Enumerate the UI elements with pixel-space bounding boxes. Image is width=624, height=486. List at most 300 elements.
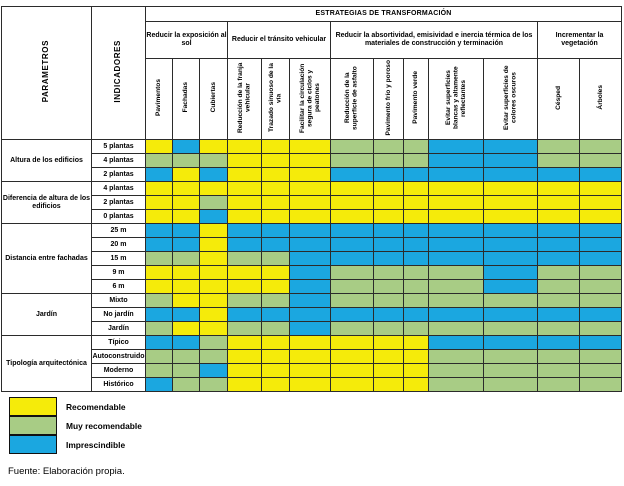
matrix-cell [580,252,622,266]
matrix-cell [173,210,200,224]
matrix-cell [228,252,262,266]
column-header-11 [484,59,538,140]
matrix-cell [200,196,228,210]
matrix-cell [429,364,484,378]
legend-item-i [9,435,142,454]
matrix-cell [173,154,200,168]
column-header-label: Reducción de la superficie de asfalto [344,65,359,130]
indicator-label: Típico [92,336,146,350]
matrix-cell [200,182,228,196]
matrix-cell [374,140,404,154]
matrix-cell [484,224,538,238]
legend-label: Recomendable [66,401,126,412]
matrix-cell [429,168,484,182]
matrix-cell [429,294,484,308]
corner-indicadores [92,7,146,140]
matrix-cell [290,378,331,392]
corner-parametros [2,7,92,140]
matrix-cell [331,308,374,322]
matrix-cell [331,224,374,238]
matrix-cell [429,238,484,252]
matrix-cell [331,154,374,168]
matrix-cell [262,294,290,308]
matrix-cell [484,308,538,322]
column-header-label: Trazado sinuoso de la vía [267,63,283,133]
matrix-cell [146,364,173,378]
matrix-cell [580,378,622,392]
matrix-cell [538,154,580,168]
indicator-label: 15 m [92,252,146,266]
table-row [2,154,622,168]
matrix-cell [580,196,622,210]
matrix-cell [228,308,262,322]
table-row [2,224,622,238]
indicator-label: Mixto [92,294,146,308]
matrix-cell [262,182,290,196]
matrix-cell [331,364,374,378]
matrix-cell [580,168,622,182]
column-header-label: Reducción de la franja vehicular [236,62,252,133]
matrix-cell [228,364,262,378]
header-group-2: Reducir el tránsito vehicular [228,22,331,59]
column-header-label: Evitar superficies blancas y altamente reflectantes [444,66,467,129]
matrix-cell [262,168,290,182]
column-header-10 [429,59,484,140]
column-header-label: Evitar superficies de colores oscuros [502,65,518,130]
matrix-cell [200,280,228,294]
matrix-cell [404,378,429,392]
column-header-13 [580,59,622,140]
matrix-cell [484,196,538,210]
matrix-cell [228,238,262,252]
matrix-cell [200,294,228,308]
matrix-cell [538,336,580,350]
table-row [2,336,622,350]
matrix-cell [484,336,538,350]
matrix-cell [404,182,429,196]
matrix-cell [429,154,484,168]
matrix-cell [484,140,538,154]
indicator-label: Histórico [92,378,146,392]
matrix-cell [173,182,200,196]
matrix-cell [429,252,484,266]
matrix-cell [404,350,429,364]
table-row [2,196,622,210]
matrix-cell [538,210,580,224]
matrix-cell [331,322,374,336]
matrix-cell [374,350,404,364]
matrix-cell [146,182,173,196]
matrix-cell [374,238,404,252]
parameter-label-1: Altura de los edificios [2,140,92,182]
matrix-cell [429,182,484,196]
matrix-cell [262,322,290,336]
matrix-cell [146,252,173,266]
matrix-cell [429,350,484,364]
table-row [2,266,622,280]
matrix-cell [580,322,622,336]
matrix-cell [146,280,173,294]
matrix-cell [262,154,290,168]
table-row [2,294,622,308]
matrix-cell [228,280,262,294]
column-header-7 [331,59,374,140]
matrix-cell [173,294,200,308]
matrix-cell [173,280,200,294]
matrix-cell [538,280,580,294]
matrix-cell [429,378,484,392]
matrix-cell [228,168,262,182]
matrix-body [2,140,622,392]
matrix-cell [290,168,331,182]
matrix-cell [429,266,484,280]
table-row [2,238,622,252]
matrix-cell [146,350,173,364]
matrix-cell [404,140,429,154]
matrix-cell [580,224,622,238]
matrix-cell [200,266,228,280]
matrix-cell [429,224,484,238]
matrix-cell [404,196,429,210]
matrix-cell [374,364,404,378]
matrix-cell [538,224,580,238]
matrix-cell [538,182,580,196]
matrix-cell [404,364,429,378]
column-header-6 [290,59,331,140]
matrix-cell [374,280,404,294]
legend-swatch [9,397,57,416]
matrix-cell [374,154,404,168]
table-row [2,364,622,378]
matrix-cell [580,154,622,168]
matrix-cell [146,224,173,238]
legend [9,397,142,454]
column-header-4 [228,59,262,140]
matrix-cell [200,168,228,182]
matrix-cell [262,308,290,322]
matrix-cell [290,140,331,154]
matrix-cell [173,196,200,210]
matrix-cell [484,238,538,252]
matrix-cell [404,154,429,168]
matrix-cell [374,210,404,224]
matrix-cell [404,294,429,308]
column-header-label: Cubiertas [209,82,217,113]
matrix-cell [580,336,622,350]
matrix-cell [146,322,173,336]
matrix-cell [331,238,374,252]
matrix-cell [404,210,429,224]
matrix-cell [429,280,484,294]
matrix-cell [173,336,200,350]
matrix-cell [538,252,580,266]
matrix-cell [538,308,580,322]
matrix-cell [200,140,228,154]
column-header-label: Césped [554,85,562,110]
matrix-cell [290,294,331,308]
matrix-cell [173,322,200,336]
column-header-label: Fachadas [182,82,190,113]
column-header-3 [200,59,228,140]
matrix-cell [538,350,580,364]
matrix-cell [484,364,538,378]
matrix-cell [173,266,200,280]
matrix-cell [374,308,404,322]
matrix-cell [331,252,374,266]
matrix-cell [200,378,228,392]
matrix-cell [404,168,429,182]
matrix-cell [374,182,404,196]
matrix-cell [228,322,262,336]
matrix-cell [228,224,262,238]
matrix-header [2,7,622,140]
matrix-cell [580,308,622,322]
matrix-cell [538,294,580,308]
table-row [2,182,622,196]
matrix-cell [228,210,262,224]
matrix-cell [262,196,290,210]
matrix-cell [262,266,290,280]
matrix-cell [484,294,538,308]
matrix-cell [331,378,374,392]
matrix-cell [331,294,374,308]
table-row [2,210,622,224]
indicator-label: 5 plantas [92,140,146,154]
matrix-cell [173,308,200,322]
matrix-cell [262,336,290,350]
indicator-label: 0 plantas [92,210,146,224]
matrix-cell [404,238,429,252]
matrix-cell [374,224,404,238]
matrix-cell [374,196,404,210]
matrix-cell [146,196,173,210]
matrix-cell [290,322,331,336]
strategies-matrix [1,6,622,392]
matrix-cell [331,182,374,196]
matrix-cell [290,238,331,252]
matrix-cell [331,168,374,182]
table-row [2,308,622,322]
matrix-cell [200,322,228,336]
column-header-label: Árboles [596,85,604,110]
indicator-label: 2 plantas [92,168,146,182]
matrix-cell [228,196,262,210]
column-header-label: Pavimento verde [412,71,420,124]
parameter-label-4: Jardín [2,294,92,336]
column-header-1 [146,59,173,140]
matrix-cell [580,182,622,196]
indicator-label: Moderno [92,364,146,378]
matrix-cell [146,140,173,154]
source-note: Fuente: Elaboración propia. [8,466,125,477]
matrix-cell [228,350,262,364]
matrix-cell [331,140,374,154]
matrix-cell [228,294,262,308]
matrix-cell [331,280,374,294]
matrix-cell [200,210,228,224]
matrix-cell [484,154,538,168]
matrix-cell [146,238,173,252]
parameter-label-2: Diferencia de altura de los edificios [2,182,92,224]
matrix-cell [173,378,200,392]
matrix-cell [404,266,429,280]
table-row [2,350,622,364]
matrix-cell [484,182,538,196]
matrix-cell [484,350,538,364]
matrix-cell [374,294,404,308]
matrix-cell [262,252,290,266]
matrix-cell [290,252,331,266]
matrix-cell [200,238,228,252]
matrix-cell [429,140,484,154]
matrix-cell [146,266,173,280]
header-group-1: Reducir la exposición al sol [146,22,228,59]
matrix-cell [538,140,580,154]
matrix-cell [173,140,200,154]
matrix-cell [173,168,200,182]
parameter-label-5: Tipología arquitectónica [2,336,92,392]
legend-swatch [9,416,57,435]
corner-parametros-label: PARAMETROS [41,40,51,103]
matrix-cell [290,364,331,378]
matrix-cell [228,182,262,196]
matrix-cell [262,364,290,378]
matrix-cell [290,154,331,168]
matrix-cell [429,196,484,210]
matrix-cell [404,224,429,238]
matrix-cell [374,322,404,336]
matrix-cell [580,294,622,308]
matrix-cell [290,224,331,238]
matrix-cell [146,336,173,350]
matrix-cell [146,308,173,322]
header-group-3: Reducir la absortividad, emisividad e inercia térmica de los materiales de construcción y terminación [331,22,538,59]
indicator-label: Autoconstruido [92,350,146,364]
matrix-cell [331,266,374,280]
matrix-cell [200,308,228,322]
matrix-cell [262,350,290,364]
column-header-8 [374,59,404,140]
matrix-cell [200,224,228,238]
matrix-cell [374,378,404,392]
matrix-cell [404,252,429,266]
indicator-label: 25 m [92,224,146,238]
matrix-cell [173,224,200,238]
indicator-label: 6 m [92,280,146,294]
matrix-cell [290,196,331,210]
matrix-cell [262,378,290,392]
table-row [2,378,622,392]
matrix-cell [484,168,538,182]
matrix-cell [228,140,262,154]
matrix-cell [290,210,331,224]
matrix-cell [429,322,484,336]
matrix-cell [228,266,262,280]
matrix-cell [580,210,622,224]
matrix-cell [484,252,538,266]
matrix-cell [580,266,622,280]
indicator-label: No jardín [92,308,146,322]
legend-label: Muy recomendable [66,420,142,431]
matrix-cell [429,308,484,322]
matrix-cell [228,378,262,392]
matrix-cell [331,196,374,210]
matrix-cell [429,336,484,350]
matrix-cell [484,322,538,336]
matrix-cell [173,238,200,252]
corner-indicadores-label: INDICADORES [113,40,123,103]
matrix-cell [580,238,622,252]
matrix-cell [290,336,331,350]
matrix-cell [262,140,290,154]
matrix-cell [173,364,200,378]
matrix-cell [374,266,404,280]
matrix-cell [200,364,228,378]
matrix-cell [580,350,622,364]
matrix-cell [538,196,580,210]
matrix-cell [262,224,290,238]
column-header-label: Pavimentos [155,79,163,117]
matrix-cell [484,266,538,280]
header-group-4: Incrementar la vegetación [538,22,622,59]
matrix-cell [200,336,228,350]
matrix-cell [262,280,290,294]
column-header-label: Facilitar la circulación segura de ciclos y peatones [298,62,321,133]
matrix-cell [404,280,429,294]
matrix-cell [290,266,331,280]
table-row [2,280,622,294]
matrix-cell [228,336,262,350]
matrix-cell [262,238,290,252]
parameter-label-3: Distancia entre fachadas [2,224,92,294]
matrix-cell [404,322,429,336]
matrix-cell [173,252,200,266]
matrix-cell [200,252,228,266]
matrix-cell [484,210,538,224]
matrix-cell [580,140,622,154]
legend-item-r [9,397,142,416]
matrix-cell [538,238,580,252]
column-header-12 [538,59,580,140]
indicator-label: 20 m [92,238,146,252]
matrix-cell [200,154,228,168]
matrix-cell [374,168,404,182]
matrix-cell [290,350,331,364]
matrix-cell [262,210,290,224]
matrix-cell [146,168,173,182]
table-row [2,252,622,266]
legend-label: Imprescindible [66,439,126,450]
matrix-cell [146,154,173,168]
matrix-cell [538,266,580,280]
column-header-label: Pavimento frío y poroso [384,59,392,136]
matrix-cell [404,308,429,322]
matrix-cell [374,336,404,350]
matrix-cell [331,350,374,364]
matrix-cell [538,364,580,378]
matrix-cell [429,210,484,224]
column-header-9 [404,59,429,140]
matrix-cell [173,350,200,364]
matrix-cell [146,378,173,392]
legend-item-m [9,416,142,435]
table-row [2,140,622,154]
matrix-cell [484,280,538,294]
matrix-cell [290,308,331,322]
header-row-main [2,7,622,22]
matrix-cell [538,322,580,336]
main-header-title: ESTRATEGIAS DE TRANSFORMACIÓN [146,7,622,22]
